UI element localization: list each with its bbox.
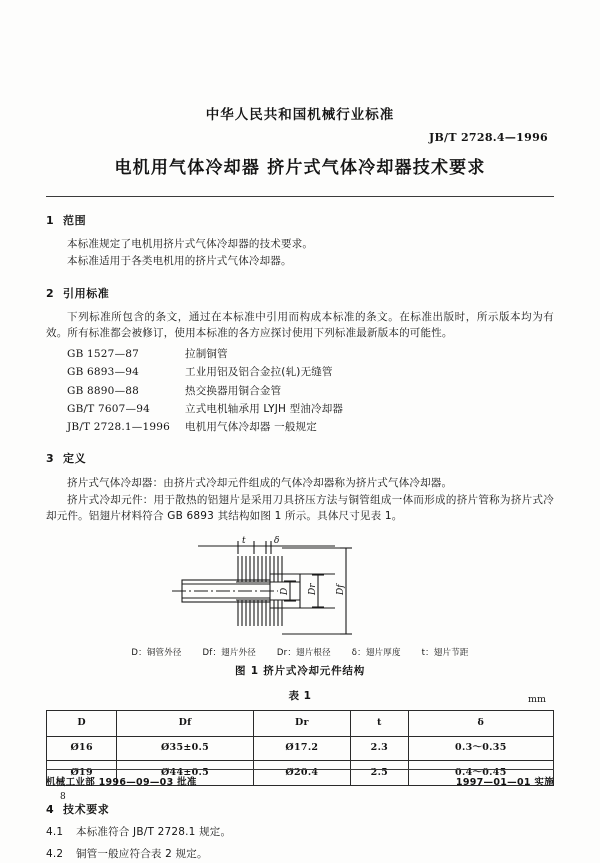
reference-code: GB 8890—88 [67, 384, 140, 397]
section-title-scope: 范围 [63, 214, 87, 227]
cell-Df: Ø44±0.5 [117, 761, 253, 786]
cell-delta: 0.4～0.45 [408, 761, 553, 786]
section-heading-requirements [46, 801, 554, 818]
clause-text: 铜管一般应符合表 2 规定。 [76, 848, 208, 861]
section-number-definitions: 3 [46, 452, 55, 466]
legend-item-delta: δ：翅片厚度 [351, 647, 401, 658]
scope-paragraph-1: 本标准规定了电机用挤片式气体冷却器的技术要求。 [67, 238, 314, 251]
clause-text: 本标准符合 JB/T 2728.1 规定。 [76, 826, 232, 839]
document-title: 电机用气体冷却器 挤片式气体冷却器技术要求 [114, 158, 486, 178]
column-header-t: t [351, 711, 409, 737]
table-row [47, 736, 554, 761]
section-heading-definitions [46, 450, 554, 467]
figure-label-Df: Df [336, 584, 346, 596]
figure-caption: 图 1 挤片式冷却元件结构 [234, 664, 366, 677]
effective-text: 1997—01—01 实施 [455, 777, 554, 788]
reference-desc: 拉制铜管 [185, 348, 228, 361]
reference-desc: 热交换器用铜合金管 [185, 384, 282, 397]
cell-delta: 0.3～0.35 [408, 736, 553, 761]
definition-paragraph-1: 挤片式气体冷却器：由挤片式冷却元件组成的气体冷却器称为挤片式气体冷却器。 [67, 476, 453, 489]
section-title-refs: 引用标准 [63, 286, 110, 300]
page-number: 8 [60, 792, 66, 802]
section-number-scope: 1 [46, 214, 55, 227]
title-divider [46, 196, 554, 197]
page-footer [46, 769, 554, 802]
table-header-row [47, 711, 554, 737]
cell-Df: Ø35±0.5 [117, 736, 253, 761]
clause-4-1 [46, 824, 554, 840]
cell-t: 2.3 [351, 736, 409, 761]
figure-label-t: t [242, 536, 246, 547]
approval-text: 机械工业部 1996—09—03 批准 [46, 777, 197, 788]
reference-item [67, 346, 554, 362]
definition-paragraph-2: 挤片式冷却元件：用于散热的铝翅片是采用刀具挤压方法与铜管组成一体而形成的挤片管称为挤片式冷却元件。铝翅片材料符合 GB 6893 其结构如图 1 所示。具体尺寸见表 1。 [46, 493, 554, 523]
column-header-D: D [47, 711, 117, 737]
clause-number: 4.2 [46, 848, 64, 861]
reference-code: JB/T 2728.1—1996 [67, 421, 170, 434]
clause-4-2 [46, 846, 554, 862]
footer-row [46, 774, 554, 788]
reference-item [67, 401, 554, 417]
reference-code: GB/T 7607—94 [67, 402, 150, 415]
section-heading-scope [46, 212, 554, 229]
cell-D: Ø19 [47, 761, 117, 786]
cell-t: 2.5 [351, 761, 409, 786]
document-body [46, 212, 554, 863]
scope-paragraph-2: 本标准适用于各类电机用的挤片式气体冷却器。 [67, 255, 292, 268]
column-header-delta: δ [408, 711, 553, 737]
clause-number: 4.1 [46, 826, 64, 839]
cell-D: Ø16 [47, 736, 117, 761]
figure-label-Dr: Dr [308, 583, 318, 596]
table-unit: mm [527, 694, 546, 706]
legend-item-Df: Df：翅片外径 [202, 647, 256, 658]
legend-item-t: t：翅片节距 [421, 647, 469, 658]
table-title: 表 1 [288, 690, 312, 703]
column-header-Dr: Dr [253, 711, 350, 737]
section-number-refs: 2 [46, 286, 55, 300]
figure-label-D: D [280, 588, 290, 596]
reference-desc: 立式电机轴承用 LYJH 型油冷却器 [185, 402, 344, 415]
reference-item [67, 419, 554, 435]
reference-code: GB 1527—87 [67, 348, 140, 361]
refs-intro: 下列标准所包含的条文，通过在本标准中引用而构成本标准的条文。在标准出版时，所示版本均为有效。所有标准都会被修订，使用本标准的各方应探讨使用下列标准最新版本的可能性。 [46, 310, 554, 339]
reference-code: GB 6893—94 [67, 366, 140, 379]
section-title-definitions: 定义 [63, 452, 87, 466]
figure-label-delta: δ [274, 536, 280, 547]
section-title-requirements: 技术要求 [63, 803, 110, 817]
reference-desc: 电机用气体冷却器 一般规定 [185, 421, 317, 434]
reference-desc: 工业用铝及铝合金拉(轧)无缝管 [185, 366, 333, 379]
standard-number: JB/T 2728.4—1996 [428, 131, 548, 144]
footer-divider [46, 769, 554, 770]
finned-tube-diagram [150, 534, 450, 639]
masthead: 中华人民共和国机械行业标准 [205, 107, 395, 123]
cell-Dr: Ø17.2 [253, 736, 350, 761]
cell-Dr: Ø20.4 [253, 761, 350, 786]
column-header-Df: Df [117, 711, 253, 737]
reference-list [46, 346, 554, 435]
legend-item-D: D：铜管外径 [131, 647, 182, 658]
section-number-requirements: 4 [46, 803, 55, 817]
legend-item-Dr: Dr：翅片根径 [276, 647, 331, 658]
section-heading-refs [46, 285, 554, 302]
reference-item [67, 383, 554, 399]
figure-legend [46, 647, 554, 660]
reference-item [67, 364, 554, 380]
figure-1 [46, 534, 554, 679]
